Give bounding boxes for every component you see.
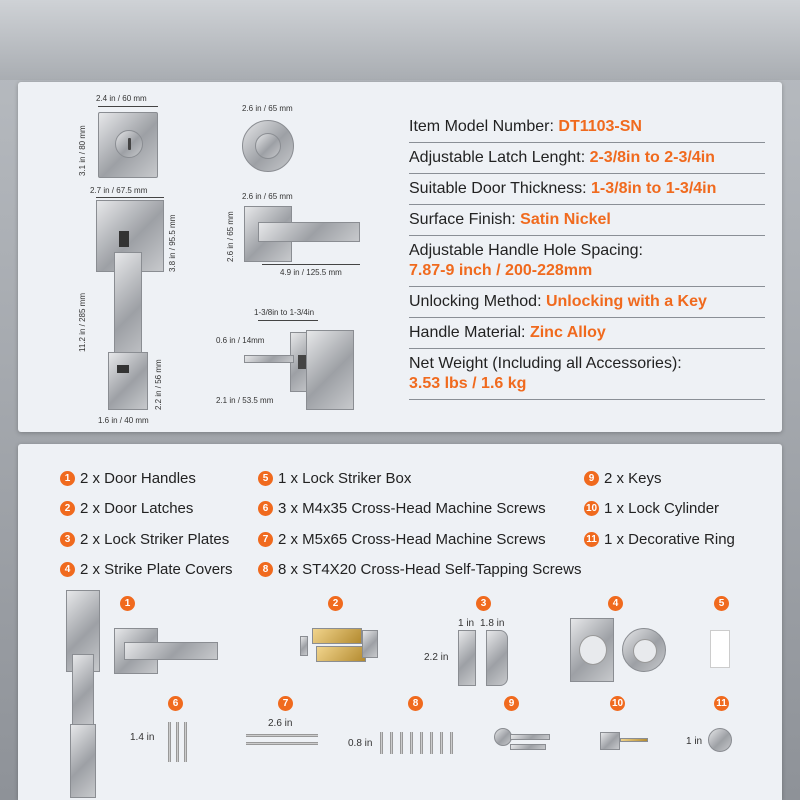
- dim-handle-bottom-width: 1.6 in / 40 mm: [98, 416, 149, 425]
- part-badge-2: 2: [328, 596, 343, 611]
- dim-screw6-h: 1.4 in: [130, 732, 155, 743]
- content-item-4: 4 2 x Strike Plate Covers: [60, 561, 233, 578]
- part-lever: [124, 642, 218, 660]
- content-item-11: 11 1 x Decorative Ring: [584, 531, 735, 548]
- part-badge-7: 7: [278, 696, 293, 711]
- dim-backset: 2.1 in / 53.5 mm: [216, 396, 274, 405]
- spec-material: Handle Material: Zinc Alloy: [409, 318, 765, 349]
- part-screw-6b: [176, 722, 179, 762]
- dim-screw7-w: 2.6 in: [268, 718, 293, 729]
- dim-plate-w1: 1 in: [458, 618, 475, 629]
- content-item-5: 5 1 x Lock Striker Box: [258, 470, 411, 487]
- content-item-7: 7 2 x M5x65 Cross-Head Machine Screws: [258, 531, 546, 548]
- part-badge-4: 4: [608, 596, 623, 611]
- part-badge-10: 10: [611, 698, 624, 709]
- part-strike-cover-round: [622, 628, 666, 672]
- spec-finish: Surface Finish: Satin Nickel: [409, 205, 765, 236]
- dim-handle-total-height: 11.2 in / 285 mm: [78, 293, 87, 352]
- spec-model: Item Model Number: DT1103-SN: [409, 112, 765, 143]
- handle-bottom-plate: [108, 352, 148, 410]
- part-badge-5: 5: [714, 596, 729, 611]
- dim-line: [98, 106, 158, 107]
- dim-plate-h: 2.2 in: [424, 652, 449, 663]
- dim-lever-height: 2.6 in / 65 mm: [226, 211, 235, 262]
- part-handle-grip: [72, 654, 94, 728]
- content-item-9: 9 2 x Keys: [584, 470, 662, 487]
- spec-hole-spacing: Adjustable Handle Hole Spacing: 7.87-9 inch / 200-228mm: [409, 236, 765, 287]
- specifications-panel: [18, 82, 782, 432]
- part-badge-11: 11: [714, 696, 729, 711]
- dim-handle-bottom-height: 2.2 in / 56 mm: [154, 359, 163, 410]
- dim-lever-length: 4.9 in / 125.5 mm: [280, 268, 342, 277]
- dim-ring-h: 1 in: [686, 736, 703, 747]
- part-badge-3: 3: [476, 596, 491, 611]
- part-badge-9: 9: [504, 696, 519, 711]
- dim-latch-face: 0.6 in / 14mm: [216, 336, 265, 345]
- part-badge-6: 6: [168, 696, 183, 711]
- latch-bolt: [244, 355, 294, 363]
- part-key-blade-2: [510, 744, 546, 750]
- part-cylinder-tail: [620, 738, 648, 742]
- part-latch-face: [300, 636, 308, 656]
- thumbturn: [255, 133, 281, 159]
- content-item-6: 6 3 x M4x35 Cross-Head Machine Screws: [258, 500, 546, 517]
- dim-lever-width: 2.6 in / 65 mm: [242, 192, 293, 201]
- background-band: [0, 0, 800, 80]
- dim-rose-width: 2.6 in / 65 mm: [242, 104, 293, 113]
- spec-latch: Adjustable Latch Lenght: 2-3/8in to 2-3/4in: [409, 143, 765, 174]
- part-screw-6c: [184, 722, 187, 762]
- part-badge-1: 1: [120, 596, 135, 611]
- dim-line: [258, 320, 318, 321]
- content-item-2: 2 2 x Door Latches: [60, 500, 193, 517]
- part-latch-body-2: [316, 646, 366, 662]
- dim-deadbolt-height: 3.1 in / 80 mm: [78, 125, 87, 176]
- deadbolt-plate: [98, 112, 158, 178]
- part-latch-body-1: [312, 628, 362, 644]
- package-contents-panel: [18, 444, 782, 800]
- part-screw-6a: [168, 722, 171, 762]
- dim-plate-w2: 1.8 in: [480, 618, 505, 629]
- part-striker-box: [710, 630, 730, 668]
- latch-lever-side: [306, 330, 354, 410]
- dim-latch-range: 1-3/8in to 1-3/4in: [254, 308, 315, 317]
- deadbolt-thumbturn-rose: [242, 120, 294, 172]
- lever-handle: [258, 222, 360, 242]
- part-strike-cover-square: [570, 618, 614, 682]
- content-item-1: 1 2 x Door Handles: [60, 470, 196, 487]
- part-lock-cylinder: [600, 732, 620, 750]
- spec-unlocking: Unlocking Method: Unlocking with a Key: [409, 287, 765, 318]
- content-item-3: 3 2 x Lock Striker Plates: [60, 531, 229, 548]
- dim-line: [262, 264, 360, 265]
- deadbolt-cylinder: [115, 130, 143, 158]
- spec-weight: Net Weight (Including all Accessories): 3.53 lbs / 1.6 kg: [409, 349, 765, 400]
- spec-list: [409, 112, 765, 400]
- part-screw-7a: [246, 734, 318, 737]
- part-key-blade-1: [510, 734, 550, 740]
- part-screw-7b: [246, 742, 318, 745]
- part-striker-plate-2: [486, 630, 508, 686]
- spec-door-thickness: Suitable Door Thickness: 1-3/8in to 1-3/4in: [409, 174, 765, 205]
- dim-handle-top-height: 3.8 in / 95.5 mm: [168, 214, 177, 272]
- part-badge-8: 8: [408, 696, 423, 711]
- content-item-8: 8 8 x ST4X20 Cross-Head Self-Tapping Screws: [258, 561, 581, 578]
- dim-deadbolt-width: 2.4 in / 60 mm: [96, 94, 147, 103]
- part-decorative-ring: [708, 728, 732, 752]
- dim-handle-width: 2.7 in / 67.5 mm: [90, 186, 148, 195]
- dim-line: [96, 197, 164, 198]
- dim-screw8-h: 0.8 in: [348, 738, 373, 749]
- part-handle-bottom: [70, 724, 96, 798]
- part-striker-plate: [458, 630, 476, 686]
- part-latch-plate: [362, 630, 378, 658]
- content-item-10: 10 1 x Lock Cylinder: [585, 500, 720, 517]
